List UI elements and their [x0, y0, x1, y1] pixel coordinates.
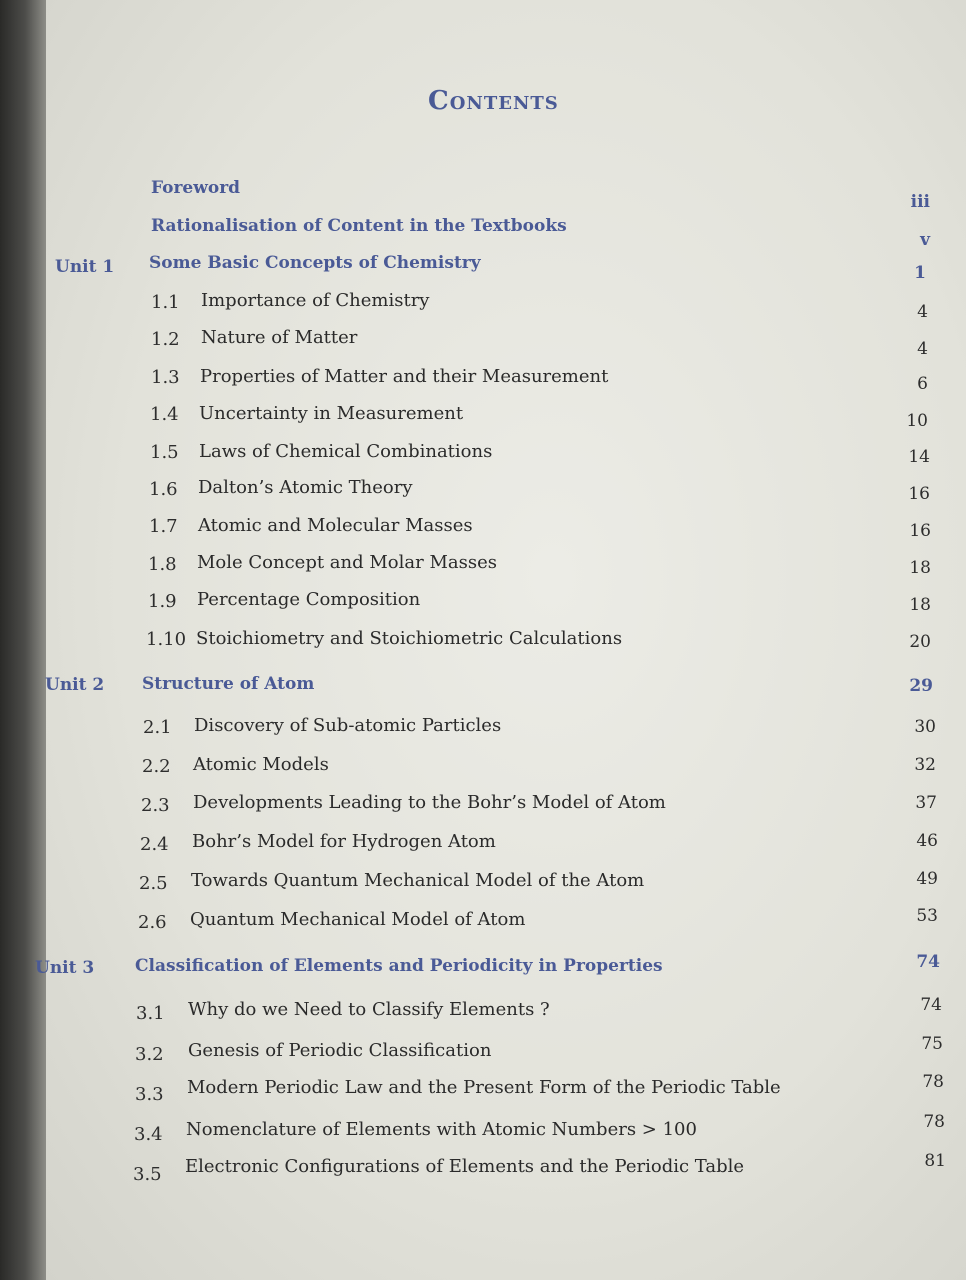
section-title[interactable]: Nature of Matter: [201, 327, 358, 348]
section-number: 2.2: [142, 756, 171, 777]
section-number: 2.4: [140, 834, 169, 855]
section-page: 75: [921, 1034, 943, 1054]
toc-page-rationalisation: v: [920, 230, 930, 250]
section-title[interactable]: Dalton’s Atomic Theory: [198, 477, 413, 498]
section-number: 2.5: [139, 873, 168, 894]
section-page: 78: [922, 1072, 944, 1092]
section-title[interactable]: Nomenclature of Elements with Atomic Numbers > 100: [186, 1119, 697, 1140]
section-number: 3.5: [133, 1164, 162, 1185]
section-page: 81: [924, 1151, 946, 1171]
section-title[interactable]: Laws of Chemical Combinations: [199, 441, 493, 462]
section-number: 1.9: [148, 591, 177, 612]
section-title[interactable]: Mole Concept and Molar Masses: [197, 552, 497, 573]
section-title[interactable]: Discovery of Sub-atomic Particles: [194, 715, 502, 736]
section-number: 1.3: [151, 367, 180, 388]
unit-title[interactable]: Classification of Elements and Periodicity in Properties: [135, 956, 663, 976]
section-title[interactable]: Towards Quantum Mechanical Model of the Atom: [191, 870, 645, 891]
unit-label: Unit 3: [35, 958, 95, 978]
section-number: 3.2: [135, 1044, 164, 1065]
unit-page: 74: [916, 952, 940, 972]
book-spine-shadow: [0, 0, 46, 1280]
section-page: 46: [916, 831, 938, 851]
section-page: 16: [909, 521, 931, 541]
section-page: 18: [909, 595, 931, 615]
section-page: 32: [914, 755, 936, 775]
section-title[interactable]: Electronic Configurations of Elements and the Periodic Table: [185, 1156, 745, 1177]
section-page: 78: [923, 1112, 945, 1132]
section-number: 3.4: [134, 1124, 163, 1145]
section-page: 49: [916, 869, 938, 889]
section-number: 1.1: [151, 292, 180, 313]
unit-page: 29: [909, 676, 933, 696]
toc-page-foreword: iii: [910, 192, 930, 212]
section-title[interactable]: Bohr’s Model for Hydrogen Atom: [192, 831, 496, 852]
section-number: 2.6: [138, 912, 167, 933]
section-number: 1.2: [151, 329, 180, 350]
section-number: 1.4: [150, 404, 179, 425]
section-number: 2.3: [141, 795, 170, 816]
section-number: 1.8: [148, 554, 177, 575]
section-page: 20: [909, 632, 931, 652]
page-title: Contents: [428, 86, 559, 116]
toc-entry-foreword[interactable]: Foreword: [151, 178, 241, 198]
section-title[interactable]: Uncertainty in Measurement: [199, 403, 464, 424]
unit-page: 1: [914, 263, 926, 283]
section-page: 10: [906, 411, 928, 431]
section-title[interactable]: Atomic and Molecular Masses: [198, 515, 473, 536]
section-page: 30: [914, 717, 936, 737]
section-page: 74: [920, 995, 942, 1015]
section-title[interactable]: Importance of Chemistry: [201, 290, 430, 311]
unit-label: Unit 1: [55, 257, 115, 277]
section-page: 53: [916, 906, 938, 926]
section-title[interactable]: Properties of Matter and their Measurement: [200, 366, 609, 387]
section-title[interactable]: Atomic Models: [193, 754, 329, 775]
section-number: 1.10: [146, 629, 187, 650]
section-title[interactable]: Developments Leading to the Bohr’s Model of Atom: [193, 792, 666, 813]
section-title[interactable]: Modern Periodic Law and the Present Form of the Periodic Table: [187, 1077, 781, 1098]
unit-title[interactable]: Some Basic Concepts of Chemistry: [149, 253, 481, 273]
section-title[interactable]: Why do we Need to Classify Elements ?: [188, 999, 550, 1020]
section-title[interactable]: Genesis of Periodic Classification: [188, 1040, 492, 1061]
section-title[interactable]: Percentage Composition: [197, 589, 421, 610]
section-number: 2.1: [143, 717, 172, 738]
section-page: 16: [908, 484, 930, 504]
section-page: 4: [917, 339, 928, 359]
section-page: 18: [909, 558, 931, 578]
section-page: 14: [908, 447, 930, 467]
unit-title[interactable]: Structure of Atom: [142, 674, 315, 694]
section-page: 37: [915, 793, 937, 813]
section-page: 6: [917, 374, 928, 394]
unit-label: Unit 2: [45, 675, 105, 695]
section-title[interactable]: Stoichiometry and Stoichiometric Calculations: [196, 628, 623, 649]
section-number: 1.7: [149, 516, 178, 537]
section-number: 1.5: [150, 442, 179, 463]
section-title[interactable]: Quantum Mechanical Model of Atom: [190, 909, 526, 930]
section-page: 4: [917, 302, 928, 322]
section-number: 3.3: [135, 1084, 164, 1105]
section-number: 3.1: [136, 1003, 165, 1024]
toc-entry-rationalisation[interactable]: Rationalisation of Content in the Textbooks: [151, 216, 567, 236]
section-number: 1.6: [149, 479, 178, 500]
